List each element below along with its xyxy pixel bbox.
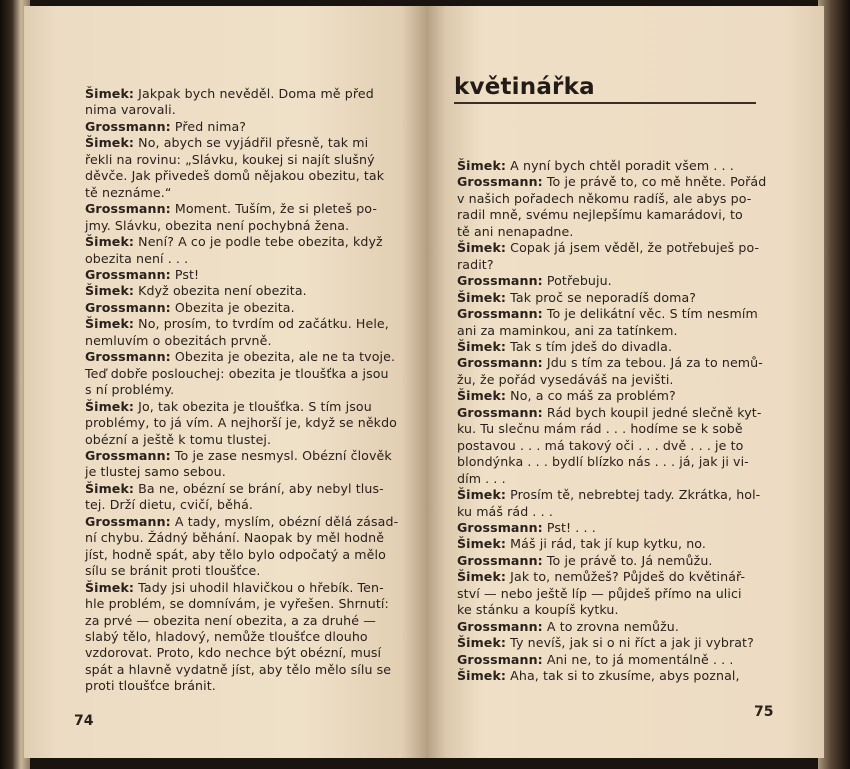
- speaker-name: Grossmann:: [85, 349, 171, 365]
- speaker-name: Šimek:: [457, 158, 507, 173]
- line-text: Obezita je obezita.: [170, 299, 295, 315]
- text-line: [457, 273, 805, 289]
- text-line: [85, 481, 415, 497]
- text-line: [85, 234, 415, 250]
- speaker-name: Šimek:: [85, 86, 135, 101]
- text-line: [85, 448, 415, 464]
- line-text: proti tloušťce bránit.: [85, 678, 216, 694]
- line-text: jíst, hodně spát, aby tělo bylo odpočatý a mělo: [85, 546, 386, 562]
- speaker-name: Šimek:: [85, 480, 135, 496]
- line-text: Pst! . . .: [542, 519, 596, 535]
- left-page: [24, 6, 426, 758]
- speaker-name: Šimek:: [457, 569, 507, 585]
- text-line: [85, 185, 415, 201]
- text-line: [85, 366, 415, 382]
- text-line: [457, 668, 805, 684]
- text-line: [85, 300, 415, 316]
- text-line: [457, 339, 805, 355]
- line-text: Jdu s tím za tebou. Já za to nemů-: [542, 355, 763, 371]
- line-text: žu, že pořád vysedáváš na jevišti.: [457, 371, 674, 387]
- text-line: [457, 174, 805, 190]
- speaker-name: Šimek:: [457, 635, 507, 651]
- text-line: [457, 158, 805, 174]
- line-text: Není? A co je podle tebe obezita, když: [134, 234, 383, 250]
- line-text: To je právě to, co mě hněte. Pořád: [542, 174, 767, 190]
- speaker-name: Šimek:: [457, 668, 507, 684]
- line-text: spát a hlavně vydatně jíst, aby tělo mělo sílu se: [85, 661, 392, 677]
- speaker-name: Grossmann:: [457, 306, 543, 322]
- text-line: [457, 471, 805, 487]
- line-text: Tady jsi uhodil hlavičkou o hřebík. Ten-: [134, 579, 384, 595]
- line-text: nemluvím o obezitách prvně.: [85, 332, 272, 348]
- text-line: [85, 86, 415, 102]
- line-text: To je zase nesmysl. Obézní člověk: [170, 447, 392, 463]
- line-text: To je právě to. Já nemůžu.: [542, 552, 713, 568]
- line-text: Před nima?: [170, 118, 247, 134]
- text-line: [85, 152, 415, 168]
- left-page-number: 74: [74, 713, 94, 729]
- line-text: Moment. Tuším, že si pleteš po-: [170, 201, 377, 217]
- speaker-name: Šimek:: [457, 338, 507, 354]
- line-text: Tak proč se neporadíš doma?: [506, 289, 697, 305]
- line-text: problémy, to já vím. A nejhorší je, když se někdo: [85, 415, 397, 431]
- line-text: A tady, myslím, obézní dělá zásad-: [170, 513, 399, 529]
- line-text: radit?: [457, 256, 494, 272]
- right-page-text: [457, 158, 805, 685]
- line-text: vzdorovat. Proto, kdo nechce být obézní, musí: [85, 645, 382, 661]
- text-line: [457, 454, 805, 470]
- line-text: tej. Drží dietu, cvičí, běhá.: [85, 497, 253, 513]
- line-text: tě neznáme.“: [85, 184, 172, 200]
- line-text: za prvé — obezita není obezita, a za druhé —: [85, 612, 376, 628]
- line-text: Jak to, nemůžeš? Půjdeš do květinář-: [506, 569, 746, 585]
- line-text: Tak s tím jdeš do divadla.: [506, 338, 673, 354]
- speaker-name: Grossmann:: [457, 519, 543, 535]
- text-line: [85, 201, 415, 217]
- line-text: ní chybu. Žádný běhání. Naopak by měl hodně: [85, 530, 385, 546]
- speaker-name: Šimek:: [457, 388, 507, 404]
- text-line: [457, 372, 805, 388]
- line-text: To je delikátní věc. S tím nesmím: [542, 306, 758, 322]
- text-line: [85, 119, 415, 135]
- text-line: [85, 135, 415, 151]
- line-text: Teď dobře poslouchej: obezita je tloušťka a jsou: [85, 365, 389, 381]
- line-text: Jo, tak obezita je tloušťka. S tím jsou: [134, 398, 372, 414]
- line-text: Máš ji rád, tak jí kup kytku, no.: [506, 536, 706, 552]
- text-line: [85, 382, 415, 398]
- speaker-name: Grossmann:: [85, 118, 171, 134]
- line-text: ství — nebo ještě líp — půjdeš přímo na ulici: [457, 585, 742, 601]
- text-line: [457, 487, 805, 503]
- line-text: řekli na rovinu: „Slávku, koukej si najít slušný: [85, 151, 375, 167]
- speaker-name: Šimek:: [457, 536, 507, 552]
- text-line: [85, 596, 415, 612]
- speaker-name: Šimek:: [85, 579, 135, 595]
- left-page-text: [85, 86, 415, 695]
- text-line: [457, 536, 805, 552]
- line-text: Aha, tak si to zkusíme, abys poznal,: [506, 668, 740, 684]
- line-text: postavou . . . má takový oči . . . dvě . . . je to: [457, 437, 744, 453]
- line-text: A nyní bych chtěl poradit všem . . .: [506, 158, 734, 173]
- text-line: [457, 652, 805, 668]
- text-line: [85, 102, 415, 118]
- line-text: radil mně, svému nejlepšímu kamarádovi, to: [457, 207, 743, 223]
- speaker-name: Grossmann:: [85, 201, 171, 217]
- line-text: A to zrovna nemůžu.: [542, 618, 679, 634]
- text-line: [457, 504, 805, 520]
- speaker-name: Šimek:: [457, 240, 507, 256]
- text-line: [85, 497, 415, 513]
- line-text: No, a co máš za problém?: [506, 388, 676, 404]
- speaker-name: Šimek:: [457, 289, 507, 305]
- line-text: nima varovali.: [85, 102, 176, 118]
- line-text: Když obezita není obezita.: [134, 283, 307, 299]
- text-line: [85, 613, 415, 629]
- speaker-name: Šimek:: [85, 398, 135, 414]
- text-line: [457, 421, 805, 437]
- text-line: [85, 399, 415, 415]
- text-line: [457, 191, 805, 207]
- text-line: [457, 586, 805, 602]
- line-text: ani za maminkou, ani za tatínkem.: [457, 322, 678, 338]
- line-text: obezita není . . .: [85, 250, 189, 266]
- line-text: Obezita je obezita, ale ne ta tvoje.: [170, 349, 396, 365]
- text-line: [85, 629, 415, 645]
- line-text: Ba ne, obézní se brání, aby nebyl tlus-: [134, 480, 384, 496]
- speaker-name: Grossmann:: [457, 273, 543, 289]
- line-text: ku. Tu slečnu mám rád . . . hodíme se k sobě: [457, 421, 743, 437]
- speaker-name: Šimek:: [457, 487, 507, 503]
- speaker-name: Grossmann:: [457, 404, 543, 420]
- speaker-name: Šimek:: [85, 316, 135, 332]
- speaker-name: Grossmann:: [457, 355, 543, 371]
- line-text: s ní problémy.: [85, 382, 175, 398]
- text-line: [85, 662, 415, 678]
- text-line: [457, 323, 805, 339]
- speaker-name: Grossmann:: [85, 266, 171, 282]
- line-text: sílu se bránit proti tloušťce.: [85, 563, 261, 579]
- text-line: [457, 355, 805, 371]
- line-text: Copak já jsem věděl, že potřebuješ po-: [506, 240, 760, 256]
- text-line: [85, 349, 415, 365]
- line-text: No, prosím, to tvrdím od začátku. Hele,: [134, 316, 389, 332]
- text-line: [457, 553, 805, 569]
- text-line: [85, 415, 415, 431]
- text-line: [457, 240, 805, 256]
- chapter-title: květinářka: [454, 74, 595, 100]
- text-line: [457, 619, 805, 635]
- line-text: blondýnka . . . bydlí blízko nás . . . já, jak ji vi-: [457, 454, 749, 470]
- line-text: Potřebuju.: [542, 273, 612, 289]
- title-underline: [454, 102, 756, 104]
- text-line: [457, 635, 805, 651]
- speaker-name: Grossmann:: [85, 513, 171, 529]
- text-line: [457, 520, 805, 536]
- text-line: [457, 224, 805, 240]
- line-text: jmy. Slávku, obezita není pochybná žena.: [85, 217, 350, 233]
- right-page: [426, 6, 824, 758]
- text-line: [85, 316, 415, 332]
- text-line: [457, 207, 805, 223]
- line-text: hle problém, se domnívám, je vyřešen. Shrnutí:: [85, 596, 389, 612]
- line-text: je tlustej samo sebou.: [85, 464, 226, 480]
- line-text: slabý tělo, hladový, nemůže tloušťce dlouho: [85, 628, 368, 644]
- text-line: [457, 438, 805, 454]
- text-line: [85, 251, 415, 267]
- line-text: ku máš rád . . .: [457, 503, 553, 519]
- text-line: [457, 257, 805, 273]
- line-text: obézní a ještě k tomu tlustej.: [85, 431, 272, 447]
- line-text: Ty nevíš, jak si o ni říct a jak ji vybrat?: [506, 635, 754, 651]
- text-line: [85, 283, 415, 299]
- text-line: [85, 218, 415, 234]
- text-line: [85, 432, 415, 448]
- line-text: Jakpak bych nevěděl. Doma mě před: [134, 86, 374, 101]
- text-line: [457, 602, 805, 618]
- text-line: [85, 333, 415, 349]
- text-line: [457, 569, 805, 585]
- line-text: Prosím tě, nebrebtej tady. Zkrátka, hol-: [506, 487, 761, 503]
- line-text: tě ani nenapadne.: [457, 223, 574, 239]
- speaker-name: Grossmann:: [457, 174, 543, 190]
- line-text: dím . . .: [457, 470, 506, 486]
- text-line: [85, 678, 415, 694]
- line-text: Pst!: [170, 266, 200, 282]
- speaker-name: Šimek:: [85, 234, 135, 250]
- text-line: [85, 580, 415, 596]
- text-line: [85, 547, 415, 563]
- text-line: [457, 290, 805, 306]
- text-line: [457, 388, 805, 404]
- line-text: Rád bych koupil jedné slečně kyt-: [542, 404, 762, 420]
- line-text: ke stánku a koupíš kytku.: [457, 602, 619, 618]
- speaker-name: Grossmann:: [457, 618, 543, 634]
- text-line: [85, 464, 415, 480]
- speaker-name: Grossmann:: [457, 552, 543, 568]
- text-line: [85, 645, 415, 661]
- text-line: [457, 405, 805, 421]
- line-text: v našich pořadech někomu radíš, ale abys po-: [457, 190, 752, 206]
- line-text: No, abych se vyjádřil přesně, tak mi: [134, 135, 369, 151]
- right-page-number: 75: [754, 704, 774, 720]
- text-line: [85, 267, 415, 283]
- speaker-name: Šimek:: [85, 283, 135, 299]
- text-line: [85, 563, 415, 579]
- text-line: [457, 306, 805, 322]
- line-text: děvče. Jak přivedeš domů nějakou obezitu, tak: [85, 168, 385, 184]
- speaker-name: Grossmann:: [85, 447, 171, 463]
- line-text: Ani ne, to já momentálně . . .: [542, 651, 734, 667]
- text-line: [85, 168, 415, 184]
- speaker-name: Šimek:: [85, 135, 135, 151]
- text-line: [85, 530, 415, 546]
- speaker-name: Grossmann:: [457, 651, 543, 667]
- text-line: [85, 514, 415, 530]
- speaker-name: Grossmann:: [85, 299, 171, 315]
